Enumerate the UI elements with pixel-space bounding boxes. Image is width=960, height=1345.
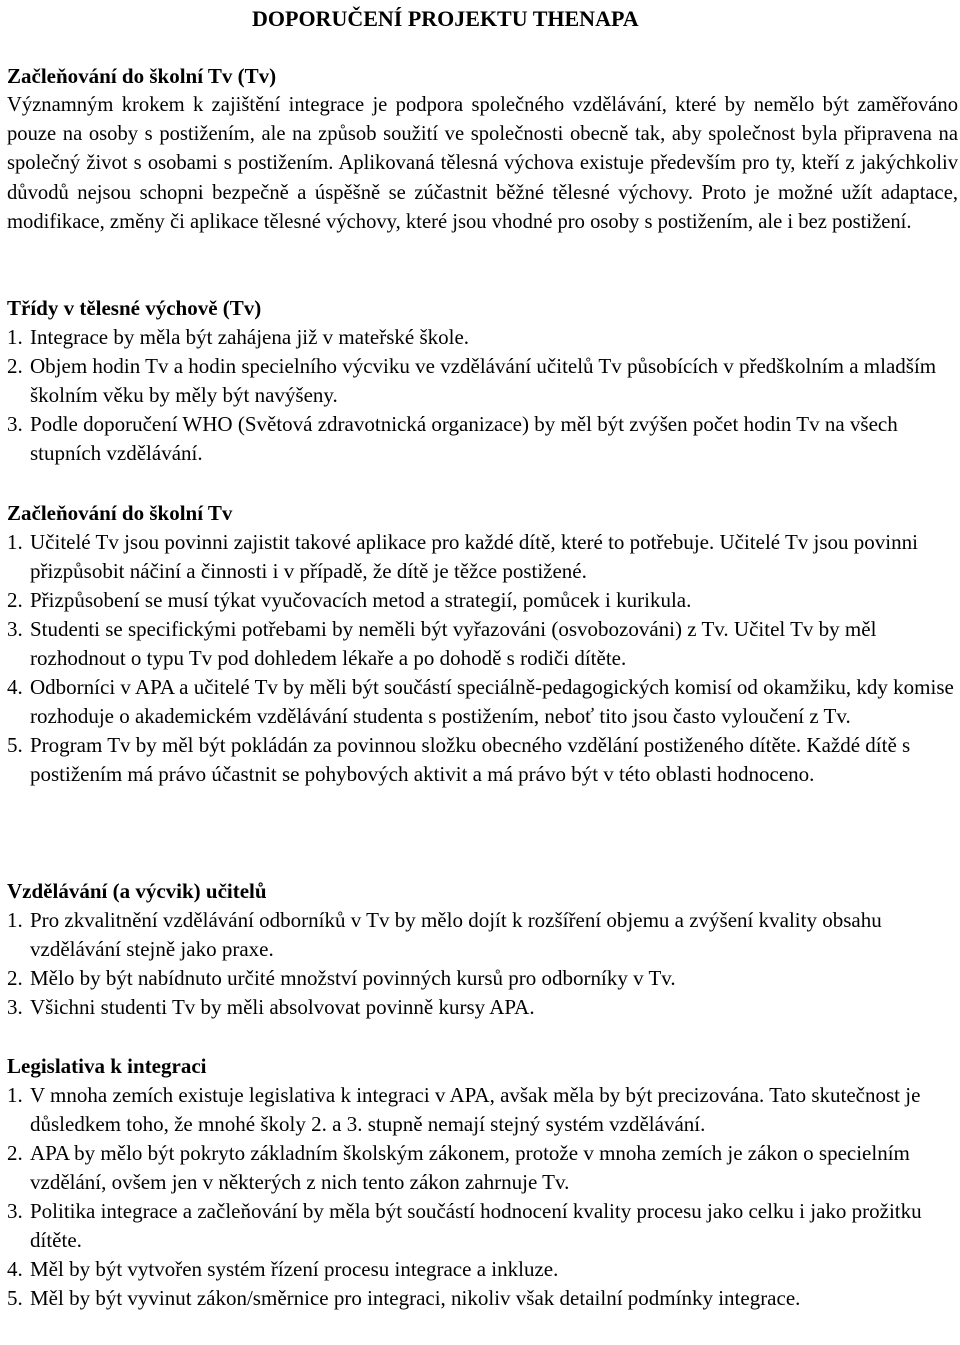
numbered-list: [7, 1081, 958, 1313]
list-text: Objem hodin Tv a hodin specielního výcviku ve vzdělávání učitelů Tv působících v předškolním a mladším školním věku by měly být navýšeny.: [30, 354, 937, 407]
numbered-list: [7, 906, 958, 1022]
list-number: 3.: [7, 412, 23, 436]
list-number: 2.: [7, 588, 23, 612]
list-text: V mnoha zemích existuje legislativa k integraci v APA, avšak měla by být precizována. Tato skutečnost je důsledkem toho, že mnohé školy 2. a 3. stupně nemají stejný systém vzdělávání.: [30, 1083, 921, 1136]
section-classes: [7, 294, 958, 468]
list-text: Mělo by být nabídnuto určité množství povinných kursů pro odborníky v Tv.: [30, 966, 676, 990]
section-heading: Legislativa k integraci: [7, 1054, 207, 1078]
list-number: 3.: [7, 617, 23, 641]
section-heading: Začleňování do školní Tv: [7, 501, 233, 525]
section-legislation: [7, 1052, 958, 1313]
list-number: 4.: [7, 675, 23, 699]
section-heading: Třídy v tělesné výchově (Tv): [7, 296, 262, 320]
list-number: 1.: [7, 908, 23, 932]
section-teacher-training: [7, 877, 958, 1022]
list-item: [7, 1284, 958, 1313]
list-item: [7, 906, 958, 964]
list-number: 2.: [7, 1141, 23, 1165]
list-number: 2.: [7, 354, 23, 378]
list-item: [7, 1139, 958, 1197]
list-text: Učitelé Tv jsou povinni zajistit takové aplikace pro každé dítě, které to potřebuje. Učitelé Tv jsou povinni přizpůsobit náčiní a činnosti i v případě, že dítě je těžce postižené.: [30, 530, 918, 583]
list-item: [7, 731, 958, 789]
list-text: APA by mělo být pokryto základním školským zákonem, protože v mnoha zemích je zákon o specielním vzdělání, ovšem jen v některých z nich tento zákon zahrnuje Tv.: [30, 1141, 910, 1194]
document-title: DOPORUČENÍ PROJEKTU THENAPA: [252, 6, 639, 31]
list-text: Studenti se specifickými potřebami by neměli být vyřazováni (osvobozováni) z Tv. Učitel Tv by měl rozhodnout o typu Tv pod dohledem lékaře a po dohodě s rodiči dítěte.: [30, 617, 877, 670]
numbered-list: [7, 323, 958, 468]
list-text: Pro zkvalitnění vzdělávání odborníků v Tv by mělo dojít k rozšíření objemu a zvýšení kvality obsahu vzdělávání stejně jako praxe.: [30, 908, 882, 961]
list-item: [7, 615, 958, 673]
section-paragraph: Významným krokem k zajištění integrace je podpora společného vzdělávání, které by nemělo být zaměřováno pouze na osoby s postižením, ale na způsob soužití ve společnosti obecně tak, aby společnost byla připravena na společný život s osobami s postižením. Aplikovaná tělesná výchova existuje především pro ty, kteří z jakýchkoliv důvodů nejsou schopni bezpečně a úspěšně se zúčastnit běžné tělesné výchovy. Proto je možné užít adaptace, modifikace, změny či aplikace tělesné výchovy, které jsou vhodné pro osoby s postižením, ale i bez postižení.: [7, 94, 958, 233]
numbered-list: [7, 528, 958, 789]
list-item: [7, 586, 958, 615]
list-text: Podle doporučení WHO (Světová zdravotnická organizace) by měl být zvýšen počet hodin Tv na všech stupních vzdělávání.: [30, 412, 898, 465]
list-text: Politika integrace a začleňování by měla být součástí hodnocení kvality procesu jako celku i jako prožitku dítěte.: [30, 1199, 922, 1252]
list-item: [7, 673, 958, 731]
list-number: 4.: [7, 1257, 23, 1281]
section-inclusion-intro: [7, 62, 958, 237]
section-school-pe: [7, 499, 958, 789]
list-number: 1.: [7, 325, 23, 349]
list-number: 5.: [7, 1286, 23, 1310]
list-number: 3.: [7, 1199, 23, 1223]
list-item: [7, 1255, 958, 1284]
list-text: Program Tv by měl být pokládán za povinnou složku obecného vzdělání postiženého dítěte. Každé dítě s postižením má právo účastnit se pohybových aktivit a má právo být v této oblasti hodnoceno.: [30, 733, 911, 786]
list-number: 1.: [7, 530, 23, 554]
list-item: [7, 993, 958, 1022]
list-number: 3.: [7, 995, 23, 1019]
list-item: [7, 1081, 958, 1139]
section-heading: Začleňování do školní Tv (Tv): [7, 64, 277, 88]
list-text: Měl by být vyvinut zákon/směrnice pro integraci, nikoliv však detailní podmínky integrace.: [30, 1286, 801, 1310]
list-item: [7, 1197, 958, 1255]
list-item: [7, 410, 958, 468]
list-item: [7, 323, 958, 352]
list-text: Všichni studenti Tv by měli absolvovat povinně kursy APA.: [30, 995, 535, 1019]
list-item: [7, 964, 958, 993]
list-text: Odborníci v APA a učitelé Tv by měli být součástí speciálně-pedagogických komisí od okamžiku, kdy komise rozhoduje o akademickém vzdělávání studenta s postižením, neboť tito jsou často vyloučení z Tv.: [30, 675, 954, 728]
list-item: [7, 528, 958, 586]
list-text: Integrace by měla být zahájena již v mateřské škole.: [30, 325, 470, 349]
list-number: 2.: [7, 966, 23, 990]
list-number: 5.: [7, 733, 23, 757]
list-number: 1.: [7, 1083, 23, 1107]
list-text: Měl by být vytvořen systém řízení procesu integrace a inkluze.: [30, 1257, 559, 1281]
list-text: Přizpůsobení se musí týkat vyučovacích metod a strategií, pomůcek i kurikula.: [30, 588, 692, 612]
section-heading: Vzdělávání (a výcvik) učitelů: [7, 879, 267, 903]
list-item: [7, 352, 958, 410]
